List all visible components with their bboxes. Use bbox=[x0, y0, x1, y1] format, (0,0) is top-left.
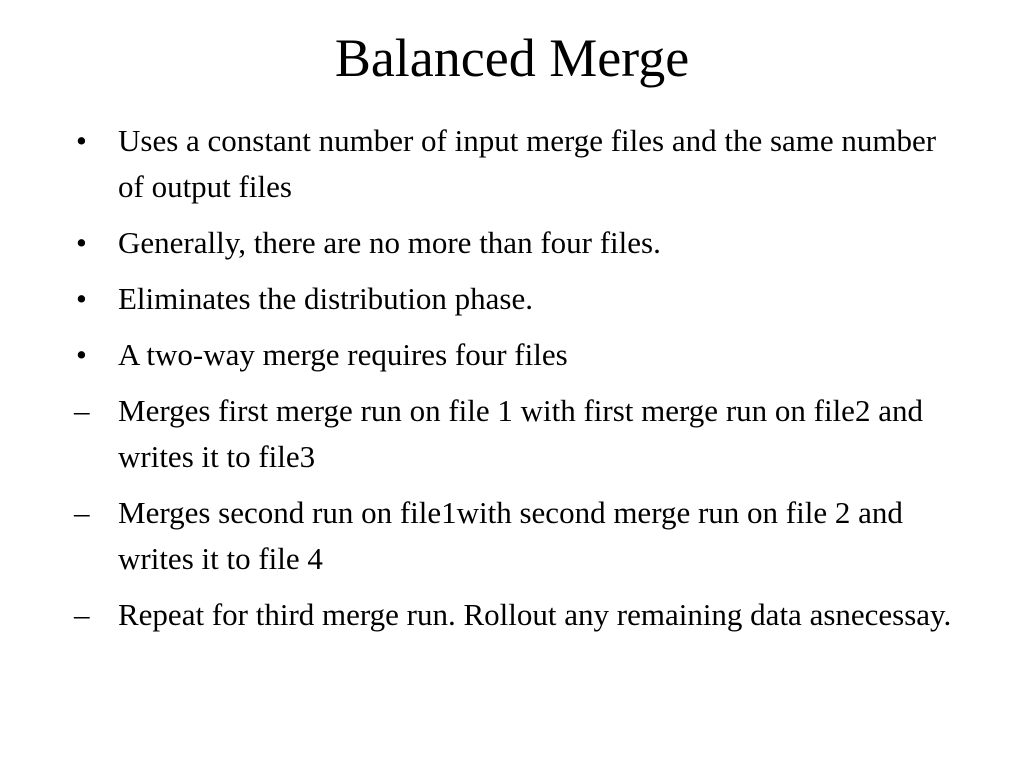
dash-icon: – bbox=[74, 393, 90, 428]
dash-icon: – bbox=[74, 597, 90, 632]
bullet-text: Eliminates the distribution phase. bbox=[118, 281, 533, 316]
sub-bullet-text: Repeat for third merge run. Rollout any remaining data asnecessay. bbox=[118, 597, 952, 632]
bullet-item bbox=[72, 118, 952, 210]
bullet-item bbox=[72, 276, 952, 322]
slide-title: Balanced Merge bbox=[334, 28, 690, 88]
sub-bullet-item bbox=[72, 490, 952, 582]
sub-bullet-text: Merges first merge run on file 1 with first merge run on file2 and writes it to file3 bbox=[118, 393, 923, 474]
bullet-item bbox=[72, 220, 952, 266]
sub-bullet-text: Merges second run on file1with second merge run on file 2 and writes it to file 4 bbox=[118, 495, 903, 576]
bullet-item bbox=[72, 332, 952, 378]
bullet-icon: • bbox=[76, 281, 87, 316]
dash-icon: – bbox=[74, 495, 90, 530]
bullet-icon: • bbox=[76, 225, 87, 260]
bullet-icon: • bbox=[76, 337, 87, 372]
bullet-icon: • bbox=[76, 123, 87, 158]
bullet-list bbox=[72, 118, 952, 648]
bullet-text: Generally, there are no more than four files. bbox=[118, 225, 661, 260]
sub-bullet-item bbox=[72, 592, 952, 638]
bullet-text: A two-way merge requires four files bbox=[118, 337, 568, 372]
sub-bullet-item bbox=[72, 388, 952, 480]
bullet-text: Uses a constant number of input merge files and the same number of output files bbox=[118, 123, 937, 204]
